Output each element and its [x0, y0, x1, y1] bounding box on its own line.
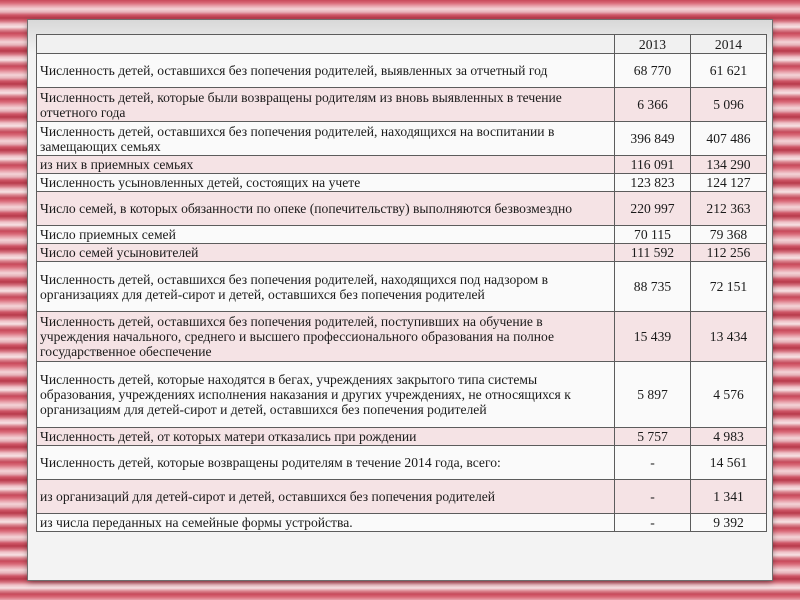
row-label: Численность детей, оставшихся без попечения родителей, выявленных за отчетный год: [37, 54, 615, 88]
table-row: [37, 122, 767, 156]
table-row: [37, 54, 767, 88]
table-row: [37, 156, 767, 174]
header-cell-label: [37, 35, 615, 54]
value-2013: 396 849: [615, 122, 691, 156]
value-2013: 111 592: [615, 244, 691, 262]
header-cell-2013: 2013: [615, 35, 691, 54]
value-2013: 6 366: [615, 88, 691, 122]
value-2013: 123 823: [615, 174, 691, 192]
row-label: Число семей, в которых обязанности по опеке (попечительству) выполняются безвозмездно: [37, 192, 615, 226]
row-label: Численность детей, которые возвращены родителям в течение 2014 года, всего:: [37, 446, 615, 480]
value-2013: -: [615, 446, 691, 480]
row-label: Число семей усыновителей: [37, 244, 615, 262]
table-row: [37, 428, 767, 446]
slide-frame: [28, 20, 772, 580]
value-2014: 72 151: [691, 262, 767, 312]
value-2014: 112 256: [691, 244, 767, 262]
row-label: Численность усыновленных детей, состоящих на учете: [37, 174, 615, 192]
value-2013: -: [615, 514, 691, 532]
row-label: Численность детей, которые находятся в бегах, учреждениях закрытого типа системы образования, учреждениях исполнения наказания и других учреждениях, не относящихся к организациям для детей-сирот и детей, оставшихся без попечения родителей: [37, 362, 615, 428]
value-2014: 212 363: [691, 192, 767, 226]
value-2013: 5 757: [615, 428, 691, 446]
value-2014: 1 341: [691, 480, 767, 514]
row-label: Численность детей, от которых матери отказались при рождении: [37, 428, 615, 446]
value-2013: 88 735: [615, 262, 691, 312]
value-2014: 14 561: [691, 446, 767, 480]
value-2013: 70 115: [615, 226, 691, 244]
table-row: [37, 514, 767, 532]
table-row: [37, 192, 767, 226]
table-row: [37, 480, 767, 514]
value-2014: 79 368: [691, 226, 767, 244]
table-row: [37, 174, 767, 192]
row-label: Численность детей, оставшихся без попечения родителей, поступивших на обучение в учреждения начального, среднего и высшего профессионального образования на полное государственное обеспечение: [37, 312, 615, 362]
value-2014: 4 983: [691, 428, 767, 446]
value-2013: 68 770: [615, 54, 691, 88]
value-2014: 124 127: [691, 174, 767, 192]
table-row: [37, 88, 767, 122]
value-2014: 407 486: [691, 122, 767, 156]
value-2014: 9 392: [691, 514, 767, 532]
value-2014: 5 096: [691, 88, 767, 122]
table-row: [37, 446, 767, 480]
header-cell-2014: 2014: [691, 35, 767, 54]
row-label: Численность детей, оставшихся без попечения родителей, находящихся под надзором в организациях для детей-сирот и детей, оставшихся без попечения родителей: [37, 262, 615, 312]
table-row: [37, 244, 767, 262]
value-2014: 4 576: [691, 362, 767, 428]
table-row: [37, 362, 767, 428]
row-label: Численность детей, оставшихся без попечения родителей, находящихся на воспитании в замещающих семьях: [37, 122, 615, 156]
table-row: [37, 226, 767, 244]
value-2014: 13 434: [691, 312, 767, 362]
table-row: [37, 262, 767, 312]
value-2013: 116 091: [615, 156, 691, 174]
value-2013: 5 897: [615, 362, 691, 428]
row-label: из организаций для детей-сирот и детей, оставшихся без попечения родителей: [37, 480, 615, 514]
value-2014: 134 290: [691, 156, 767, 174]
row-label: из них в приемных семьях: [37, 156, 615, 174]
value-2013: 220 997: [615, 192, 691, 226]
row-label: Численность детей, которые были возвращены родителям из вновь выявленных в течение отчетного года: [37, 88, 615, 122]
row-label: Число приемных семей: [37, 226, 615, 244]
row-label: из числа переданных на семейные формы устройства.: [37, 514, 615, 532]
value-2013: 15 439: [615, 312, 691, 362]
statistics-table: [36, 34, 767, 532]
value-2014: 61 621: [691, 54, 767, 88]
table-header-row: [37, 35, 767, 54]
value-2013: -: [615, 480, 691, 514]
table-row: [37, 312, 767, 362]
